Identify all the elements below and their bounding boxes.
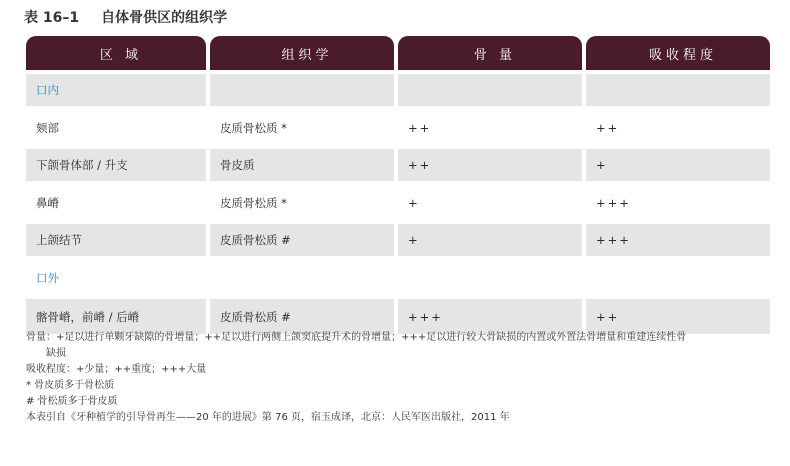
header-histology: 组织学 bbox=[210, 36, 394, 70]
table-cell: 皮质骨松质 # bbox=[210, 299, 394, 334]
table-cell: 皮质骨松质 * bbox=[210, 110, 394, 145]
histology-table bbox=[26, 36, 766, 338]
header-resorption: 吸收程度 bbox=[586, 36, 770, 70]
table-row bbox=[26, 110, 766, 145]
header-row bbox=[26, 36, 766, 70]
section-extraoral: 口外 bbox=[26, 260, 206, 295]
table-row bbox=[26, 260, 766, 295]
table-cell: 骨皮质 bbox=[210, 149, 394, 181]
table-cell: + bbox=[398, 224, 582, 256]
table-cell bbox=[586, 260, 770, 295]
table-cell: + bbox=[586, 149, 770, 181]
table-cell bbox=[398, 74, 582, 106]
table-row bbox=[26, 185, 766, 220]
table-cell bbox=[210, 260, 394, 295]
footnote-asterisk: * 骨皮质多于骨松质 bbox=[26, 380, 115, 391]
table-row bbox=[26, 299, 766, 334]
header-bone-volume: 骨 量 bbox=[398, 36, 582, 70]
table-cell bbox=[398, 260, 582, 295]
footnote-hash: # 骨松质多于骨皮质 bbox=[26, 396, 118, 407]
footnote-bone-volume-cont: 缺损 bbox=[46, 348, 66, 359]
table-row bbox=[26, 224, 766, 256]
footnote-source: 本表引自《牙种植学的引导骨再生——20 年的进展》第 76 页，宿玉成译，北京：人民军医出版社，2011 年 bbox=[26, 412, 510, 423]
table-cell bbox=[210, 74, 394, 106]
table-cell: ++ bbox=[586, 299, 770, 334]
table-cell: 上颌结节 bbox=[26, 224, 206, 256]
table-row bbox=[26, 74, 766, 106]
table-cell: ++ bbox=[586, 110, 770, 145]
table-cell: 皮质骨松质 * bbox=[210, 185, 394, 220]
table-title bbox=[24, 7, 227, 27]
table-cell: 髂骨嵴，前嵴 / 后嵴 bbox=[26, 299, 206, 334]
header-region: 区 域 bbox=[26, 36, 206, 70]
table-cell: 鼻嵴 bbox=[26, 185, 206, 220]
footnote-bone-volume: 骨量：+足以进行单颗牙缺隙的骨增量；++足以进行两侧上颌窦底提升术的骨增量；+++足以进行较大骨缺损的内置或外置法骨增量和重建连续性骨 bbox=[26, 332, 687, 343]
table-cell: ++ bbox=[398, 149, 582, 181]
footnote-resorption: 吸收程度：+少量；++重度；+++大量 bbox=[26, 364, 207, 375]
section-intraoral: 口内 bbox=[26, 74, 206, 106]
table-cell: ++ bbox=[398, 110, 582, 145]
table-cell: +++ bbox=[586, 224, 770, 256]
table-cell: + bbox=[398, 185, 582, 220]
table-caption: 自体骨供区的组织学 bbox=[101, 10, 228, 26]
table-cell: 颏部 bbox=[26, 110, 206, 145]
table-row bbox=[26, 149, 766, 181]
table-cell: +++ bbox=[586, 185, 770, 220]
table-cell: 下颌骨体部 / 升支 bbox=[26, 149, 206, 181]
table-cell: 皮质骨松质 # bbox=[210, 224, 394, 256]
table-footnotes bbox=[26, 330, 766, 426]
table-cell bbox=[586, 74, 770, 106]
table-number: 表 16–1 bbox=[24, 10, 80, 26]
table-cell: +++ bbox=[398, 299, 582, 334]
